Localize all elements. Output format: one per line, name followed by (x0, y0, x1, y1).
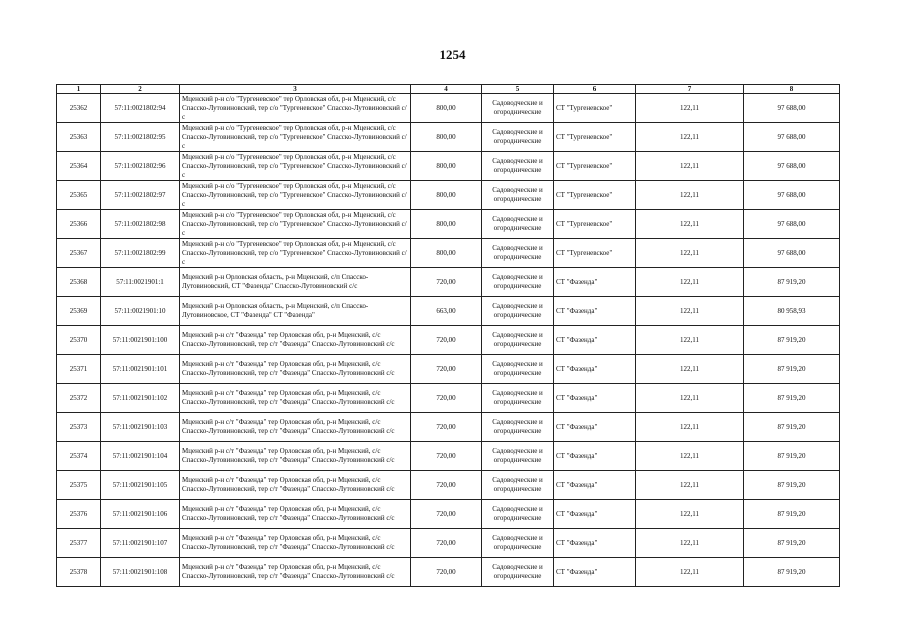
organization-cell: СТ "Тургеневское" (554, 239, 636, 268)
rate-cell: 122,11 (636, 558, 744, 587)
cadastral-value-cell: 87 919,20 (744, 442, 840, 471)
address-cell: Мценский р-н с/т "Фазенда" тер Орловская обл, р-н Мценский, с/с Спасско-Лутовиновский, тер с/т "Фазенда" Спасско-Лутовиновский с/с (180, 326, 411, 355)
rate-cell: 122,11 (636, 268, 744, 297)
row-number: 25376 (57, 500, 101, 529)
page-number: 1254 (439, 47, 466, 62)
organization-cell: СТ "Фазенда" (554, 529, 636, 558)
land-use-cell: Садоводческие и огороднические (482, 123, 554, 152)
cadastral-number: 57:11:0021802:99 (101, 239, 180, 268)
area-cell: 800,00 (411, 239, 482, 268)
cadastral-number: 57:11:0021802:98 (101, 210, 180, 239)
address-cell: Мценский р-н с/т "Фазенда" тер Орловская обл, р-н Мценский, с/с Спасско-Лутовиновский, тер с/т "Фазенда" Спасско-Лутовиновский с/с (180, 384, 411, 413)
cadastral-number: 57:11:0021802:96 (101, 152, 180, 181)
rate-cell: 122,11 (636, 94, 744, 123)
address-cell: Мценский р-н с/о "Тургеневское" тер Орловская обл, р-н Мценский, с/с Спасско-Лутовиновский, тер с/о "Тургеневское" Спасско-Лутовиновский с/с (180, 210, 411, 239)
table-row (57, 123, 840, 152)
address-cell: Мценский р-н с/т "Фазенда" тер Орловская обл, р-н Мценский, с/с Спасско-Лутовиновский, тер с/т "Фазенда" Спасско-Лутовиновский с/с (180, 471, 411, 500)
rate-cell: 122,11 (636, 529, 744, 558)
table-row (57, 413, 840, 442)
address-cell: Мценский р-н с/т "Фазенда" тер Орловская обл, р-н Мценский, с/с Спасско-Лутовиновский, тер с/т "Фазенда" Спасско-Лутовиновский с/с (180, 558, 411, 587)
organization-cell: СТ "Тургеневское" (554, 123, 636, 152)
address-cell: Мценский р-н с/о "Тургеневское" тер Орловская обл, р-н Мценский, с/с Спасско-Лутовиновский, тер с/о "Тургеневское" Спасско-Лутовиновский с/с (180, 123, 411, 152)
address-cell: Мценский р-н с/о "Тургеневское" тер Орловская обл, р-н Мценский, с/с Спасско-Лутовиновский, тер с/о "Тургеневское" Спасско-Лутовиновский с/с (180, 94, 411, 123)
rate-cell: 122,11 (636, 442, 744, 471)
row-number: 25364 (57, 152, 101, 181)
row-number: 25363 (57, 123, 101, 152)
cadastral-number: 57:11:0021901:10 (101, 297, 180, 326)
row-number: 25372 (57, 384, 101, 413)
organization-cell: СТ "Фазенда" (554, 442, 636, 471)
area-cell: 720,00 (411, 384, 482, 413)
table-row (57, 471, 840, 500)
cadastral-number: 57:11:0021901:107 (101, 529, 180, 558)
row-number: 25366 (57, 210, 101, 239)
rate-cell: 122,11 (636, 152, 744, 181)
address-cell: Мценский р-н с/т "Фазенда" тер Орловская обл, р-н Мценский, с/с Спасско-Лутовиновский, тер с/т "Фазенда" Спасско-Лутовиновский с/с (180, 442, 411, 471)
rate-cell: 122,11 (636, 326, 744, 355)
area-cell: 800,00 (411, 94, 482, 123)
organization-cell: СТ "Фазенда" (554, 471, 636, 500)
cadastral-value-cell: 87 919,20 (744, 384, 840, 413)
rate-cell: 122,11 (636, 210, 744, 239)
cadastral-value-cell: 97 688,00 (744, 94, 840, 123)
row-number: 25368 (57, 268, 101, 297)
cadastral-value-cell: 87 919,20 (744, 500, 840, 529)
land-use-cell: Садоводческие и огороднические (482, 529, 554, 558)
organization-cell: СТ "Тургеневское" (554, 181, 636, 210)
area-cell: 720,00 (411, 413, 482, 442)
row-number: 25375 (57, 471, 101, 500)
table-row (57, 152, 840, 181)
cadastral-value-cell: 97 688,00 (744, 239, 840, 268)
table-row (57, 210, 840, 239)
table-row (57, 94, 840, 123)
address-cell: Мценский р-н Орловская область, р-н Мценский, с/п Спасско-Лутовиновский, СТ "Фазенда" Спасско-Лутовиновский с/с (180, 268, 411, 297)
table-row (57, 384, 840, 413)
address-cell: Мценский р-н с/о "Тургеневское" тер Орловская обл, р-н Мценский, с/с Спасско-Лутовиновский, тер с/о "Тургеневское" Спасско-Лутовиновский с/с (180, 152, 411, 181)
land-use-cell: Садоводческие и огороднические (482, 297, 554, 326)
column-header: 7 (636, 85, 744, 94)
organization-cell: СТ "Тургеневское" (554, 210, 636, 239)
area-cell: 720,00 (411, 529, 482, 558)
table-row (57, 268, 840, 297)
organization-cell: СТ "Фазенда" (554, 326, 636, 355)
area-cell: 663,00 (411, 297, 482, 326)
area-cell: 800,00 (411, 181, 482, 210)
organization-cell: СТ "Тургеневское" (554, 94, 636, 123)
land-use-cell: Садоводческие и огороднические (482, 500, 554, 529)
area-cell: 800,00 (411, 152, 482, 181)
organization-cell: СТ "Фазенда" (554, 355, 636, 384)
cadastral-number: 57:11:0021901:106 (101, 500, 180, 529)
cadastral-number: 57:11:0021901:1 (101, 268, 180, 297)
cadastral-number: 57:11:0021901:103 (101, 413, 180, 442)
cadastral-value-cell: 97 688,00 (744, 123, 840, 152)
land-use-cell: Садоводческие и огороднические (482, 268, 554, 297)
address-cell: Мценский р-н с/т "Фазенда" тер Орловская обл, р-н Мценский, с/с Спасско-Лутовиновский, тер с/т "Фазенда" Спасско-Лутовиновский с/с (180, 500, 411, 529)
row-number: 25365 (57, 181, 101, 210)
rate-cell: 122,11 (636, 239, 744, 268)
address-cell: Мценский р-н Орловская область, р-н Мценский, с/п Спасско-Лутовиновское, СТ "Фазенда" СТ "Фазенда" (180, 297, 411, 326)
row-number: 25373 (57, 413, 101, 442)
header-row (57, 85, 840, 94)
address-cell: Мценский р-н с/о "Тургеневское" тер Орловская обл, р-н Мценский, с/с Спасско-Лутовиновский, тер с/о "Тургеневское" Спасско-Лутовиновский с/с (180, 181, 411, 210)
area-cell: 720,00 (411, 326, 482, 355)
land-use-cell: Садоводческие и огороднические (482, 355, 554, 384)
column-header: 6 (554, 85, 636, 94)
land-use-cell: Садоводческие и огороднические (482, 326, 554, 355)
land-use-cell: Садоводческие и огороднические (482, 384, 554, 413)
cadastral-number: 57:11:0021901:108 (101, 558, 180, 587)
rate-cell: 122,11 (636, 297, 744, 326)
land-use-cell: Садоводческие и огороднические (482, 152, 554, 181)
table-row (57, 326, 840, 355)
land-use-cell: Садоводческие и огороднические (482, 94, 554, 123)
row-number: 25378 (57, 558, 101, 587)
area-cell: 800,00 (411, 210, 482, 239)
cadastral-number: 57:11:0021802:95 (101, 123, 180, 152)
row-number: 25369 (57, 297, 101, 326)
row-number: 25362 (57, 94, 101, 123)
column-header: 8 (744, 85, 840, 94)
cadastral-value-cell: 87 919,20 (744, 529, 840, 558)
land-use-cell: Садоводческие и огороднические (482, 442, 554, 471)
area-cell: 720,00 (411, 268, 482, 297)
land-registry-table (56, 84, 840, 587)
area-cell: 800,00 (411, 123, 482, 152)
cadastral-value-cell: 87 919,20 (744, 558, 840, 587)
cadastral-number: 57:11:0021901:100 (101, 326, 180, 355)
land-use-cell: Садоводческие и огороднические (482, 239, 554, 268)
rate-cell: 122,11 (636, 471, 744, 500)
organization-cell: СТ "Фазенда" (554, 268, 636, 297)
table-row (57, 181, 840, 210)
cadastral-value-cell: 97 688,00 (744, 210, 840, 239)
rate-cell: 122,11 (636, 355, 744, 384)
rate-cell: 122,11 (636, 181, 744, 210)
address-cell: Мценский р-н с/т "Фазенда" тер Орловская обл, р-н Мценский, с/с Спасско-Лутовиновский, тер с/т "Фазенда" Спасско-Лутовиновский с/с (180, 413, 411, 442)
area-cell: 720,00 (411, 355, 482, 384)
rate-cell: 122,11 (636, 123, 744, 152)
row-number: 25374 (57, 442, 101, 471)
cadastral-number: 57:11:0021901:101 (101, 355, 180, 384)
rate-cell: 122,11 (636, 384, 744, 413)
cadastral-number: 57:11:0021901:104 (101, 442, 180, 471)
land-use-cell: Садоводческие и огороднические (482, 471, 554, 500)
table-row (57, 529, 840, 558)
address-cell: Мценский р-н с/т "Фазенда" тер Орловская обл, р-н Мценский, с/с Спасско-Лутовиновский, тер с/т "Фазенда" Спасско-Лутовиновский с/с (180, 355, 411, 384)
cadastral-value-cell: 87 919,20 (744, 355, 840, 384)
table-row (57, 442, 840, 471)
table-row (57, 500, 840, 529)
organization-cell: СТ "Фазенда" (554, 558, 636, 587)
cadastral-value-cell: 87 919,20 (744, 268, 840, 297)
column-header: 1 (57, 85, 101, 94)
organization-cell: СТ "Фазенда" (554, 384, 636, 413)
area-cell: 720,00 (411, 558, 482, 587)
row-number: 25367 (57, 239, 101, 268)
organization-cell: СТ "Фазенда" (554, 413, 636, 442)
land-use-cell: Садоводческие и огороднические (482, 558, 554, 587)
address-cell: Мценский р-н с/о "Тургеневское" тер Орловская обл, р-н Мценский, с/с Спасско-Лутовиновский, тер с/о "Тургеневское" Спасско-Лутовиновский с/с (180, 239, 411, 268)
rate-cell: 122,11 (636, 500, 744, 529)
address-cell: Мценский р-н с/т "Фазенда" тер Орловская обл, р-н Мценский, с/с Спасско-Лутовиновский, тер с/т "Фазенда" Спасско-Лутовиновский с/с (180, 529, 411, 558)
table-row (57, 355, 840, 384)
cadastral-number: 57:11:0021901:102 (101, 384, 180, 413)
area-cell: 720,00 (411, 471, 482, 500)
cadastral-number: 57:11:0021802:97 (101, 181, 180, 210)
land-use-cell: Садоводческие и огороднические (482, 413, 554, 442)
column-header: 5 (482, 85, 554, 94)
area-cell: 720,00 (411, 500, 482, 529)
row-number: 25377 (57, 529, 101, 558)
rate-cell: 122,11 (636, 413, 744, 442)
row-number: 25370 (57, 326, 101, 355)
column-header: 4 (411, 85, 482, 94)
cadastral-number: 57:11:0021901:105 (101, 471, 180, 500)
cadastral-value-cell: 87 919,20 (744, 413, 840, 442)
cadastral-value-cell: 80 958,93 (744, 297, 840, 326)
table-row (57, 558, 840, 587)
cadastral-value-cell: 97 688,00 (744, 152, 840, 181)
table-row (57, 239, 840, 268)
row-number: 25371 (57, 355, 101, 384)
cadastral-number: 57:11:0021802:94 (101, 94, 180, 123)
land-use-cell: Садоводческие и огороднические (482, 210, 554, 239)
cadastral-value-cell: 87 919,20 (744, 326, 840, 355)
organization-cell: СТ "Тургеневское" (554, 152, 636, 181)
organization-cell: СТ "Фазенда" (554, 297, 636, 326)
land-use-cell: Садоводческие и огороднические (482, 181, 554, 210)
cadastral-value-cell: 87 919,20 (744, 471, 840, 500)
column-header: 2 (101, 85, 180, 94)
table-row (57, 297, 840, 326)
column-header: 3 (180, 85, 411, 94)
cadastral-value-cell: 97 688,00 (744, 181, 840, 210)
organization-cell: СТ "Фазенда" (554, 500, 636, 529)
area-cell: 720,00 (411, 442, 482, 471)
